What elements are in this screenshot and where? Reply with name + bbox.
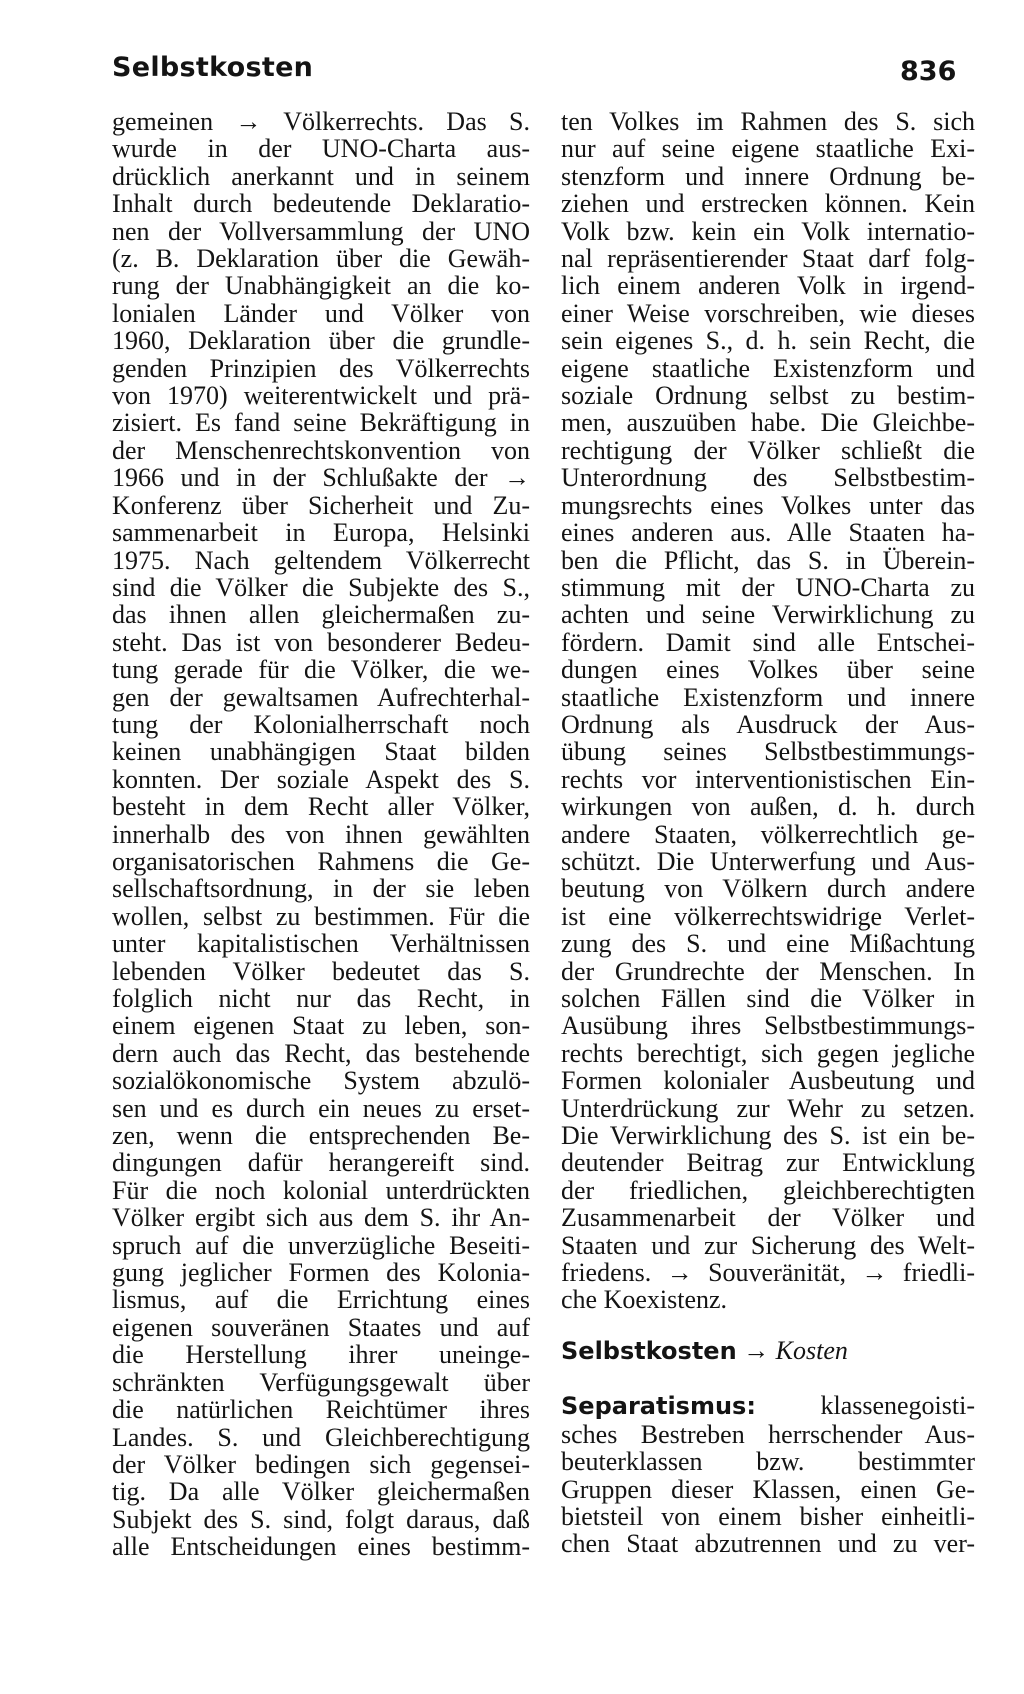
text-line: tig. Da alle Völker gleichermaßen xyxy=(112,1477,530,1507)
text-line: der Grundrechte der Menschen. In xyxy=(561,956,975,986)
text-fragment: klassenegoisti- xyxy=(820,1391,975,1421)
text-line: soziale Ordnung selbst zu bestim- xyxy=(561,381,975,411)
text-line: unter kapitalistischen Verhältnissen xyxy=(112,929,530,959)
text-line: sozialökonomische System abzulö- xyxy=(112,1066,530,1096)
text-line: lebenden Völker bedeutet das S. xyxy=(112,956,530,986)
text-line: gemeinen → Völkerrechts. Das S. xyxy=(112,107,530,136)
text-line: Volk bzw. kein ein Volk internatio- xyxy=(561,216,975,246)
text-line: keinen unabhängigen Staat bilden xyxy=(112,737,530,767)
text-line: Gruppen dieser Klassen, einen Ge- xyxy=(561,1474,975,1504)
text-line: mungsrechts eines Volkes unter das xyxy=(561,490,975,520)
text-line: Unterdrückung zur Wehr zu setzen. xyxy=(561,1093,975,1123)
text-line: eines anderen aus. Alle Staaten ha- xyxy=(561,518,975,548)
text-line: das ihnen allen gleichermaßen zu- xyxy=(112,600,530,630)
text-line: rechts vor interventionistischen Ein- xyxy=(561,764,975,794)
entry-term: Separatismus: xyxy=(561,1392,756,1421)
text-line: der Völker bedingen sich gegensei- xyxy=(112,1449,530,1479)
text-line: Die Verwirklichung des S. ist ein be- xyxy=(561,1121,975,1151)
text-line: ziehen und erstrecken können. Kein xyxy=(561,189,975,219)
text-line: tung der Kolonialherrschaft noch xyxy=(112,709,530,739)
text-line: andere Staaten, völkerrechtlich ge- xyxy=(561,819,975,849)
text-line: sind die Völker die Subjekte des S., xyxy=(112,572,530,602)
text-line: schränkten Verfügungsgewalt über xyxy=(112,1367,530,1397)
text-line: der friedlichen, gleichberechtigten xyxy=(561,1175,975,1205)
text-line: stimmung mit der UNO-Charta zu xyxy=(561,572,975,602)
text-line: (z. B. Deklaration über die Gewäh- xyxy=(112,244,530,274)
text-line: dern auch das Recht, das bestehende xyxy=(112,1038,530,1068)
right-column xyxy=(561,108,975,1558)
text-line: folglich nicht nur das Recht, in xyxy=(112,984,530,1013)
text-line: sches Bestreben herrschender Aus- xyxy=(561,1419,975,1449)
text-line: wirkungen von außen, d. h. durch xyxy=(561,792,975,822)
text-line: Zusammenarbeit der Völker und xyxy=(561,1203,975,1233)
left-column xyxy=(112,108,530,1561)
text-line: ben die Pflicht, das S. in Überein- xyxy=(561,545,975,575)
entry-separatismus-first-line xyxy=(561,1392,975,1420)
text-line: fördern. Damit sind alle Entschei- xyxy=(561,627,975,657)
text-line: sammenarbeit in Europa, Helsinki xyxy=(112,518,530,548)
text-line: rung der Unabhängigkeit an die ko- xyxy=(112,271,530,301)
text-line: Ordnung als Ausdruck der Aus- xyxy=(561,709,975,739)
text-line: beutung von Völkern durch andere xyxy=(561,874,975,904)
text-line: von 1970) weiterentwickelt und prä- xyxy=(112,381,530,411)
text-line: nal repräsentierender Staat darf folg- xyxy=(561,244,975,274)
text-line: genden Prinzipien des Völkerrechts xyxy=(112,353,530,383)
text-line: Subjekt des S. sind, folgt daraus, daß xyxy=(112,1504,530,1534)
text-line: spruch auf die unverzügliche Beseiti- xyxy=(112,1230,530,1260)
text-line: bietsteil von einem bisher einheitli- xyxy=(561,1501,975,1531)
text-line: rechtigung der Völker schließt die xyxy=(561,435,975,465)
text-line: staatliche Existenzform und innere xyxy=(561,682,975,712)
text-line: Staaten und zur Sicherung des Welt- xyxy=(561,1230,975,1260)
text-line: der Menschenrechtskonvention von xyxy=(112,435,530,465)
text-line: Für die noch kolonial unterdrückten xyxy=(112,1175,530,1205)
text-line: Landes. S. und Gleichberechtigung xyxy=(112,1422,530,1452)
text-line: achten und seine Verwirklichung zu xyxy=(561,600,975,630)
text-line: drücklich anerkannt und in seinem xyxy=(112,161,530,191)
text-line: tung gerade für die Völker, die we- xyxy=(112,655,530,685)
text-line: eigenen souveränen Staates und auf xyxy=(112,1312,530,1342)
text-line: men, auszuüben habe. Die Gleichbe- xyxy=(561,408,975,438)
text-line: lich einem anderen Volk in irgend- xyxy=(561,271,975,301)
text-line: Konferenz über Sicherheit und Zu- xyxy=(112,490,530,520)
text-line: chen Staat abzutrennen und zu ver- xyxy=(561,1529,975,1559)
text-line: einer Weise vorschreiben, wie dieses xyxy=(561,298,975,328)
text-line: innerhalb des von ihnen gewählten xyxy=(112,819,530,849)
text-line: Ausübung ihres Selbstbestimmungs- xyxy=(561,1011,975,1041)
text-line: konnten. Der soziale Aspekt des S. xyxy=(112,764,530,794)
text-line: sen und es durch ein neues zu erset- xyxy=(112,1093,530,1123)
text-line: 1960, Deklaration über die grundle- xyxy=(112,326,530,356)
text-line: einem eigenen Staat zu leben, son- xyxy=(112,1011,530,1041)
text-line: gung jeglicher Formen des Kolonia- xyxy=(112,1258,530,1288)
text-line: dungen eines Volkes über seine xyxy=(561,655,975,685)
text-line: die Herstellung ihrer uneinge- xyxy=(112,1340,530,1370)
text-line: zung des S. und eine Mißachtung xyxy=(561,929,975,959)
text-line: zen, wenn die entsprechenden Be- xyxy=(112,1121,530,1151)
text-line: deutender Beitrag zur Entwicklung xyxy=(561,1148,975,1178)
text-line: besteht in dem Recht aller Völker, xyxy=(112,792,530,822)
text-line: organisatorischen Rahmens die Ge- xyxy=(112,846,530,876)
text-line: che Koexistenz. xyxy=(561,1285,728,1315)
text-line: sellschaftsordnung, in der sie leben xyxy=(112,874,530,904)
text-line: rechts berechtigt, sich gegen jegliche xyxy=(561,1038,975,1068)
text-line: lonialen Länder und Völker von xyxy=(112,298,530,328)
running-head-title: Selbstkosten xyxy=(112,52,314,83)
text-line: zisiert. Es fand seine Bekräftigung in xyxy=(112,408,530,438)
text-line: Völker ergibt sich aus dem S. ihr An- xyxy=(112,1203,530,1233)
text-line: eigene staatliche Existenzform und xyxy=(561,353,975,383)
text-line: 1966 und in der Schlußakte der → xyxy=(112,463,530,493)
text-line: steht. Das ist von besonderer Bedeu- xyxy=(112,627,530,657)
text-line: lismus, auf die Errichtung eines xyxy=(112,1285,530,1315)
entry-term: Selbstkosten xyxy=(561,1336,737,1365)
text-line: Unterordnung des Selbstbestim- xyxy=(561,463,975,493)
cross-reference-link[interactable]: Kosten xyxy=(775,1335,848,1365)
page-number: 836 xyxy=(900,56,957,87)
text-line: wurde in der UNO-Charta aus- xyxy=(112,134,530,164)
text-line: beuterklassen bzw. bestimmter xyxy=(561,1447,975,1477)
text-line: wollen, selbst zu bestimmen. Für die xyxy=(112,901,530,931)
cross-reference-arrow: → xyxy=(743,1335,770,1365)
text-line: die natürlichen Reichtümer ihres xyxy=(112,1395,530,1425)
text-line: dingungen dafür herangereift sind. xyxy=(112,1148,530,1178)
text-line: alle Entscheidungen eines bestimm- xyxy=(112,1532,530,1562)
text-line: ten Volkes im Rahmen des S. sich xyxy=(561,107,975,136)
text-line: Inhalt durch bedeutende Deklaratio- xyxy=(112,189,530,219)
text-line: gen der gewaltsamen Aufrechterhal- xyxy=(112,682,530,712)
text-line: solchen Fällen sind die Völker in xyxy=(561,984,975,1013)
text-line: stenzform und innere Ordnung be- xyxy=(561,161,975,191)
text-line: schützt. Die Unterwerfung und Aus- xyxy=(561,846,975,876)
text-line: übung seines Selbstbestimmungs- xyxy=(561,737,975,767)
text-line: nur auf seine eigene staatliche Exi- xyxy=(561,134,975,164)
text-line: friedens. → Souveränität, → friedli- xyxy=(561,1258,975,1288)
text-line: 1975. Nach geltendem Völkerrecht xyxy=(112,545,530,575)
entry-selbstkosten xyxy=(561,1337,975,1365)
text-line: ist eine völkerrechtswidrige Verlet- xyxy=(561,901,975,931)
text-line: Formen kolonialer Ausbeutung und xyxy=(561,1066,975,1096)
text-line: nen der Vollversammlung der UNO xyxy=(112,216,530,246)
text-line: sein eigenes S., d. h. sein Recht, die xyxy=(561,326,975,356)
